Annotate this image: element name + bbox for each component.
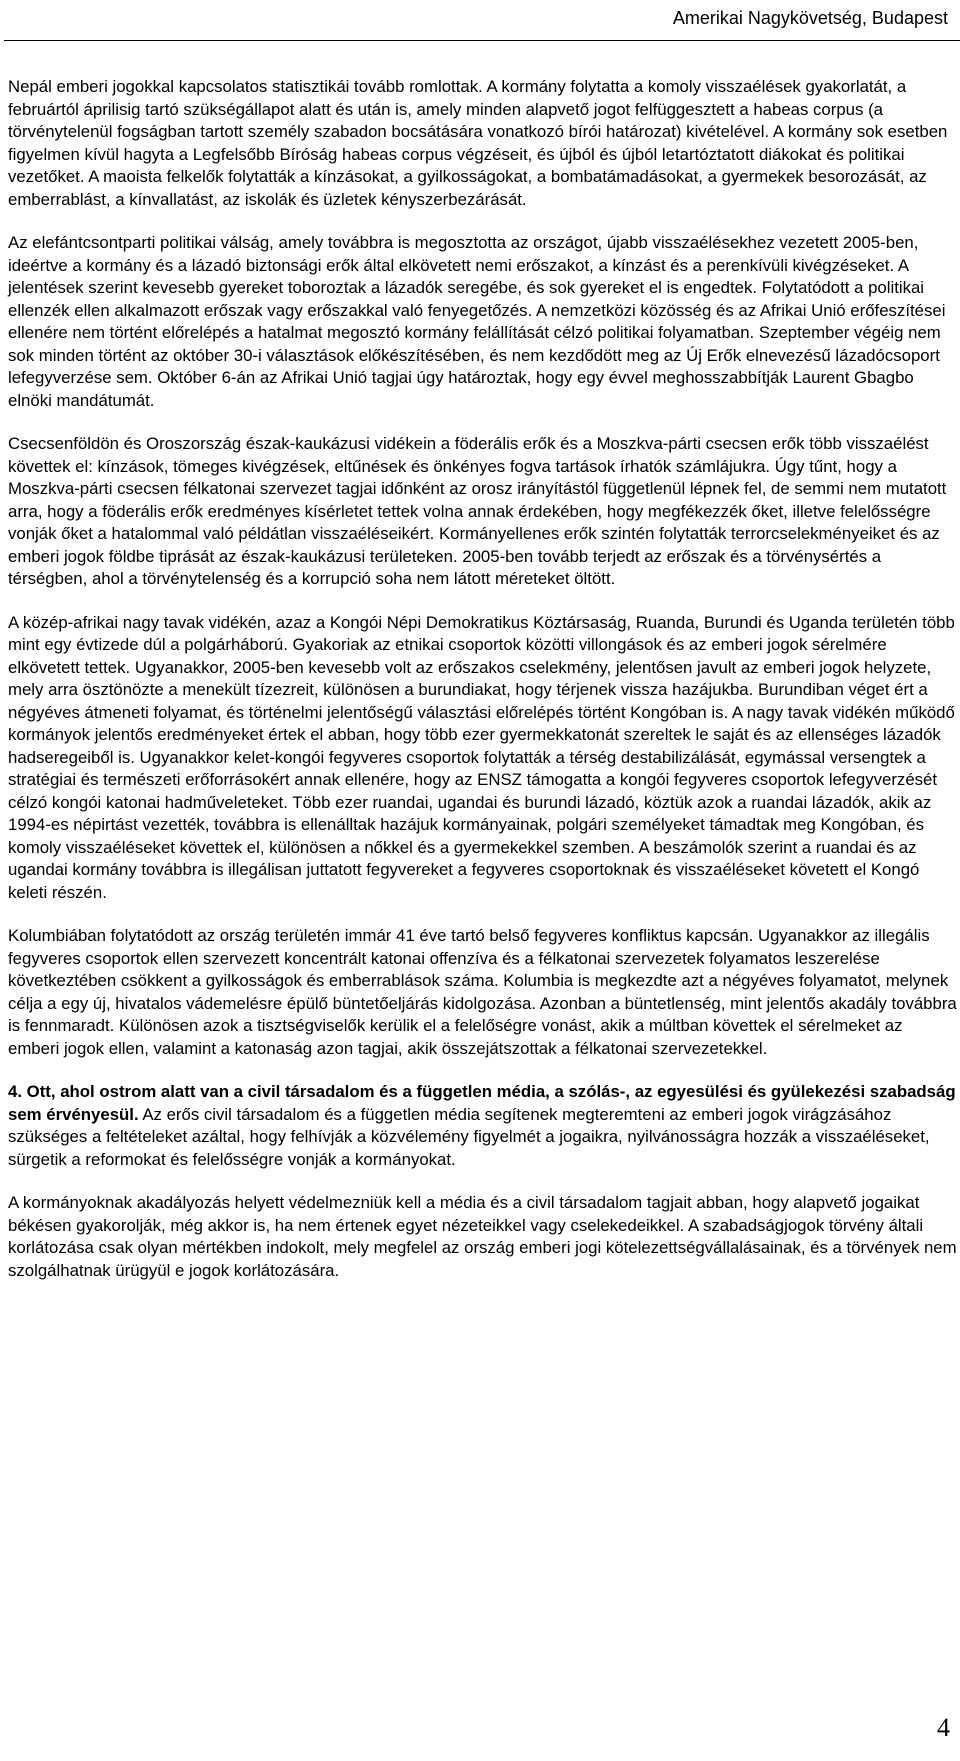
paragraph-section-4 — [8, 1081, 958, 1171]
paragraph-great-lakes: A közép-afrikai nagy tavak vidékén, azaz a Kongói Népi Demokratikus Köztársaság, Ruanda, Burundi és Uganda területén több mint egy évtizede dúl a polgárháború. Gyakoriak az etnikai csoportok közötti villongások és az emberi jogok sérelmére elkövetett tettek. Ugyanakkor, 2005-ben kevesebb volt az erőszakos cselekmény, jelentősen javult az emberi jogok helyzete, mely arra ösztönözte a menekült tízezreit, különösen a burundiakat, hogy térjenek vissza hazájukba. Burundiban véget ért a négyéves átmeneti folyamat, és történelmi jelentőségű választási előrelépés történt Kongóban is. A nagy tavak vidékén működő kormányok jelentős eredményeket értek el abban, hogy több ezer gyermekkatonát szereltek le saját és az ellenséges lázadók hadseregeiből is. Ugyanakkor kelet-kongói fegyveres csoportok folytatták a térség destabilizálását, egymással versengtek a stratégiai és természeti erőforrásokért annak ellenére, hogy az ENSZ támogatta a kongói fegyveres csoportok lefegyverzését célzó kongói katonai hadműveleteket. Több ezer ruandai, ugandai és burundi lázadó, köztük azok a ruandai lázadók, akik az 1994-es népirtást vezették, továbbra is ellenálltak hazájuk kormányainak, polgári személyeket támadtak meg Kongóban, és komoly visszaéléseket követtek el, különösen a nőkkel és a gyermekekkel szemben. A beszámolók szerint a ruandai és az ugandai kormány továbbra is illegálisan juttatott fegyvereket a fegyveres csoportoknak és visszaéléseket követett el Kongó keleti részén. — [8, 612, 955, 902]
paragraph-closing: A kormányoknak akadályozás helyett védelmezniük kell a média és a civil társadalom tagjait abban, hogy alapvető jogaikat békésen gyakorolják, még akkor is, ha nem értenek egyet nézeteikkel vagy cselekedeikkel. A szabadságjogok törvény általi korlátozása csak olyan mértékben indokolt, mely megfelel az ország emberi jogi kötelezettségvállalásainak, és a törvények nem szolgálhatnak ürügyül e jogok korlátozására. — [8, 1193, 957, 1280]
page-header: Amerikai Nagykövetség, Budapest — [672, 8, 948, 28]
page-number: 4 — [937, 1713, 950, 1742]
paragraph-ivory-coast: Az elefántcsontparti politikai válság, amely továbbra is megosztotta az országot, újabb visszaélésekhez vezetett 2005-ben, ideértve a kormány és a lázadó biztonsági erők által elkövetett nemi erőszakot, a kínzást és a perenkívüli kivégzéseket. A jelentések szerint kevesebb gyereket toboroztak a lázadók seregébe, és sok gyereket el is engedtek. Folytatódott a politikai ellenzék ellen alkalmazott erőszak vagy erőszakkal való fenyegetőzés. A nemzetközi közösség és az Afrikai Unió erőfeszítései ellenére nem történt előrelépés a hatalmat megosztó kormány felállítását célzó politikai folyamatban. Szeptember végéig nem sok minden történt az október 30-i választások előkészítésében, és nem kezdődött meg az Új Erők elnevezésű lázadócsoport lefegyverzése sem. Október 6-án az Afrikai Unió tagjai úgy határoztak, hogy egy évvel meghosszabbítják Laurent Gbagbo elnöki mandátumát. — [8, 233, 946, 410]
paragraph-colombia: Kolumbiában folytatódott az ország területén immár 41 éve tartó belső fegyveres konfliktus kapcsán. Ugyanakkor az illegális fegyveres csoportok ellen szervezett koncentrált katonai offenzíva és a félkatonai szervezetek folyamatos leszerelése következtében csökkent a gyilkosságok és emberrablások száma. Kolumbia is megkezdte azt a négyéves folyamatot, melynek célja a egy új, hivatalos vádemelésre épülő büntetőeljárás kidolgozása. Azonban a büntetlenség, mint jelentős akadály továbbra is fennmaradt. Különösen azok a tisztségviselők kerülik el a felelőségre vonást, akik a múltban követtek el sérelmeket az emberi jogok ellen, valamint a katonaság azon tagjai, akik összejátszottak a félkatonai szervezetekkel. — [8, 926, 957, 1058]
document-body — [8, 76, 958, 1303]
section-4-heading: 4. Ott, ahol ostrom alatt van a civil társadalom és a független média, a szólás-, az egyesülési és gyülekezési szabadság sem érvényesül. — [8, 1082, 956, 1124]
paragraph-nepal: Nepál emberi jogokkal kapcsolatos statisztikái tovább romlottak. A kormány folytatta a komoly visszaélések gyakorlatát, a februártól áprilisig tartó szükségállapot alatt és után is, amely minden alapvető jogot felfüggesztett a habeas corpus (a törvénytelenül fogságban tartott személy szabadon bocsátására vonatkozó bírói határozat) kivételével. A kormány sok esetben figyelmen kívül hagyta a Legfelsőbb Bíróság habeas corpus végzéseit, és újból és újból letartóztatott diákokat és politikai vezetőket. A maoista felkelők folytatták a kínzásokat, a gyilkosságokat, a bombatámadásokat, a gyermekek besorozását, az emberrablást, a kínvallatást, az iskolák és üzletek kényszerbezárását. — [8, 77, 948, 209]
section-4-body: Az erős civil társadalom és a független média segítenek megteremteni az emberi jogok virágzásához szükséges a feltételeket azáltal, hogy felhívják a közvélemény figyelmét a jogaikra, nyilvánosságra hozzák a visszaéléseket, sürgetik a reformokat és felelősségre vonják a kormányokat. — [8, 1104, 930, 1169]
header-divider — [4, 40, 960, 41]
paragraph-chechnya: Csecsenföldön és Oroszország észak-kaukázusi vidékein a föderális erők és a Moszkva-párti csecsen erők több visszaélést követtek el: kínzások, tömeges kivégzések, eltűnések és önkényes fogva tartások írhatók számlájukra. Úgy tűnt, hogy a Moszkva-párti csecsen félkatonai szervezet tagjai időnként az orosz irányítástól függetlenül lépnek fel, de semmi nem mutatott arra, hogy a föderális erők eredményes kísérletet tettek volna annak érdekében, hogy megfékezzék őket, illetve felelősségre vonják őket a hatalommal való példátlan visszaéléseikért. Kormányellenes erők szintén folytatták terrorcselekményeiket és az emberi jogok földbe tiprását az észak-kaukázusi területeken. 2005-ben tovább terjedt az erőszak és a törvénysértés a térségben, ahol a törvénytelenség és a korrupció soha nem látott méreteket öltött. — [8, 434, 947, 588]
